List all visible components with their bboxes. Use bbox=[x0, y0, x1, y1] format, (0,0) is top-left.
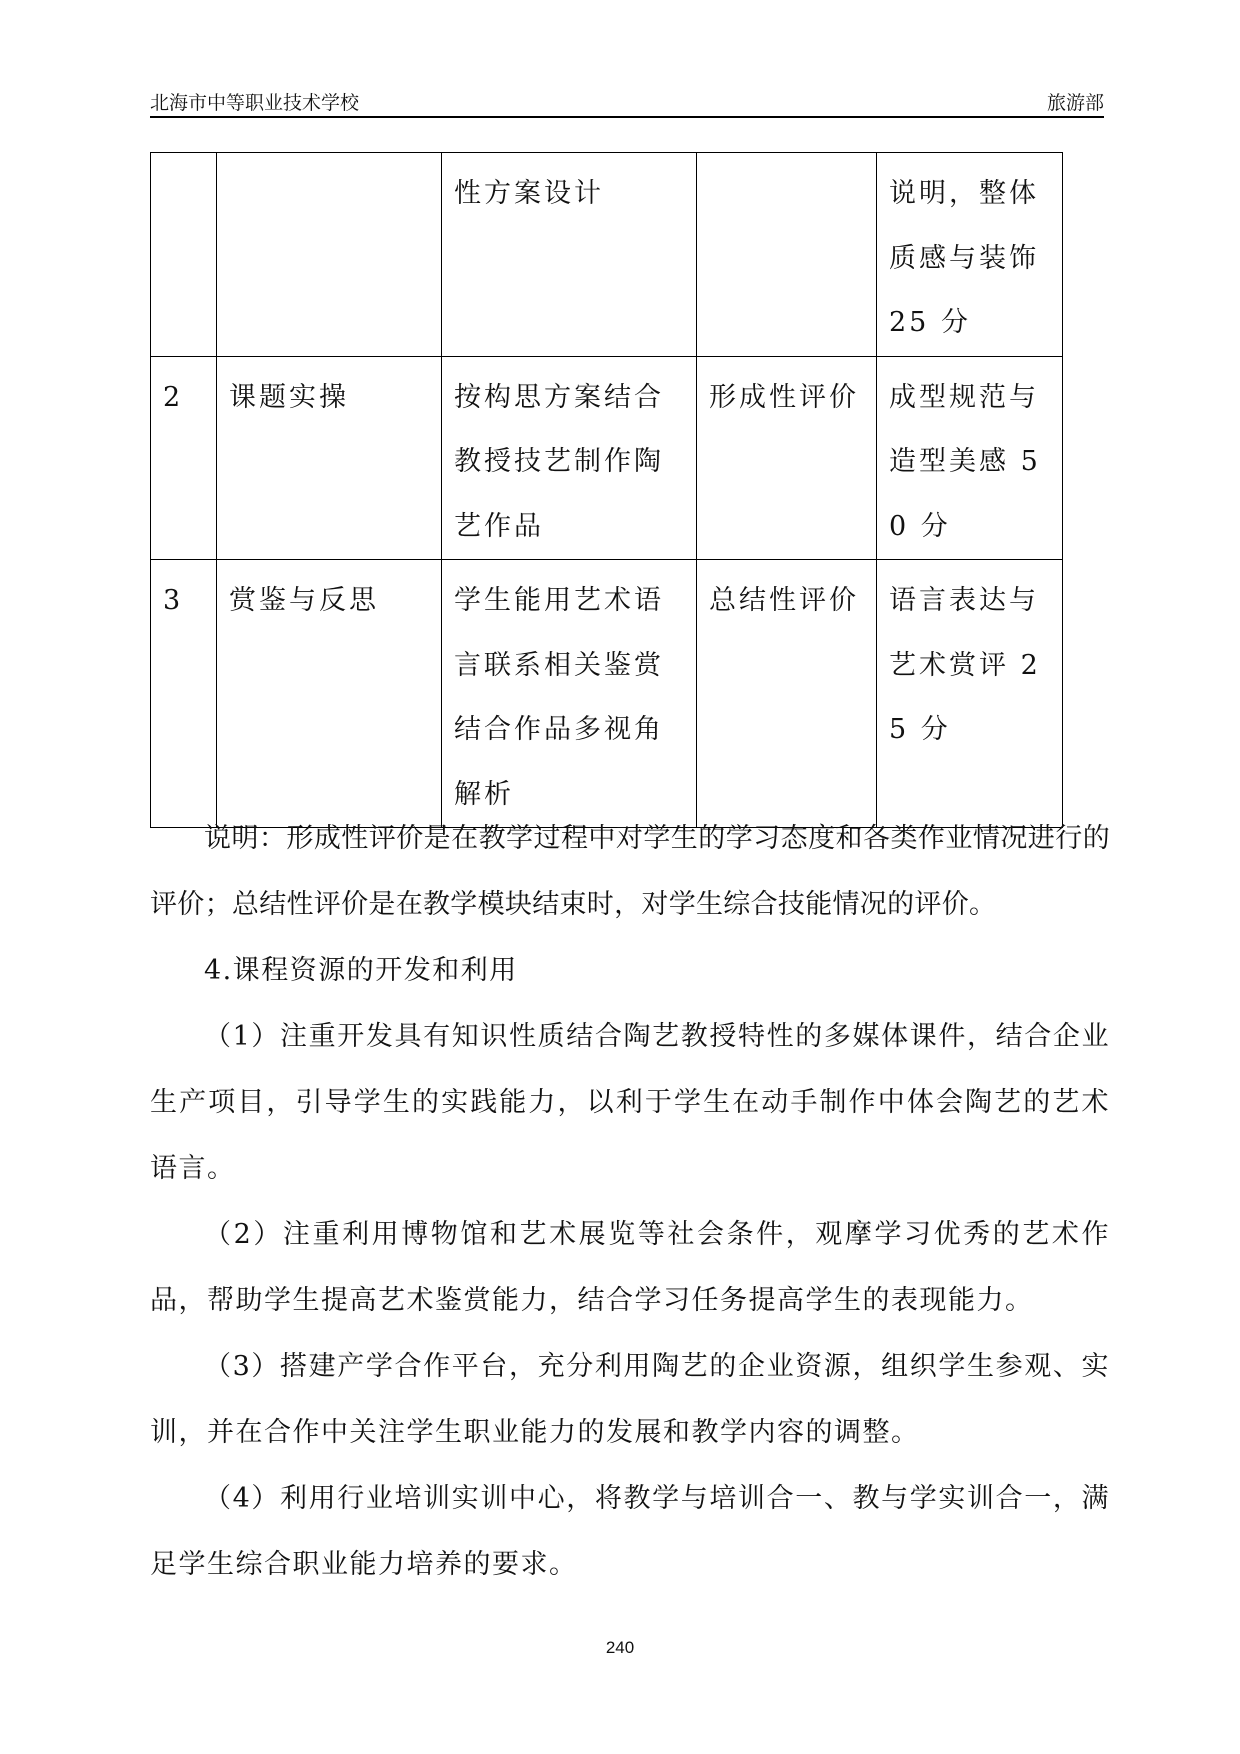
row-item: 赏鉴与反思 bbox=[217, 560, 442, 828]
evaluation-table bbox=[150, 152, 1063, 828]
resource-item-4: （4）利用行业培训实训中心，将教学与培训合一、教与学实训合一，满足学生综合职业能力培养的要求。 bbox=[150, 1483, 1110, 1580]
row-content: 性方案设计 bbox=[442, 153, 697, 357]
page-header bbox=[150, 86, 1104, 118]
resource-item-1: （1）注重开发具有知识性质结合陶艺教授特性的多媒体课件，结合企业生产项目，引导学生的实践能力，以利于学生在动手制作中体会陶艺的艺术语言。 bbox=[150, 1021, 1110, 1184]
table-row bbox=[151, 153, 1063, 357]
department-name: 旅游部 bbox=[1046, 92, 1104, 114]
row-method: 形成性评价 bbox=[697, 356, 877, 560]
row-number: 3 bbox=[151, 560, 217, 828]
school-name: 北海市中等职业技术学校 bbox=[150, 92, 360, 114]
body-text bbox=[150, 806, 1110, 1598]
resource-item-2: （2）注重利用博物馆和艺术展览等社会条件，观摩学习优秀的艺术作品，帮助学生提高艺术鉴赏能力，结合学习任务提高学生的表现能力。 bbox=[150, 1219, 1110, 1316]
row-number: 2 bbox=[151, 356, 217, 560]
resource-item-3: （3）搭建产学合作平台，充分利用陶艺的企业资源，组织学生参观、实训，并在合作中关注学生职业能力的发展和教学内容的调整。 bbox=[150, 1351, 1110, 1448]
row-method bbox=[697, 153, 877, 357]
row-content: 学生能用艺术语言联系相关鉴赏结合作品多视角解析 bbox=[442, 560, 697, 828]
row-number bbox=[151, 153, 217, 357]
page-number: 240 bbox=[605, 1638, 635, 1657]
row-standard: 语言表达与艺术赏评 25 分 bbox=[877, 560, 1063, 828]
section-heading: 4.课程资源的开发和利用 bbox=[204, 955, 518, 986]
row-item: 课题实操 bbox=[217, 356, 442, 560]
row-content: 按构思方案结合教授技艺制作陶艺作品 bbox=[442, 356, 697, 560]
table-row bbox=[151, 356, 1063, 560]
row-method: 总结性评价 bbox=[697, 560, 877, 828]
row-standard: 说明，整体质感与装饰 25 分 bbox=[877, 153, 1063, 357]
evaluation-note: 说明：形成性评价是在教学过程中对学生的学习态度和各类作业情况进行的评价；总结性评价是在教学模块结束时，对学生综合技能情况的评价。 bbox=[150, 823, 1110, 920]
row-standard: 成型规范与造型美感 50 分 bbox=[877, 356, 1063, 560]
row-item bbox=[217, 153, 442, 357]
table-row bbox=[151, 560, 1063, 828]
